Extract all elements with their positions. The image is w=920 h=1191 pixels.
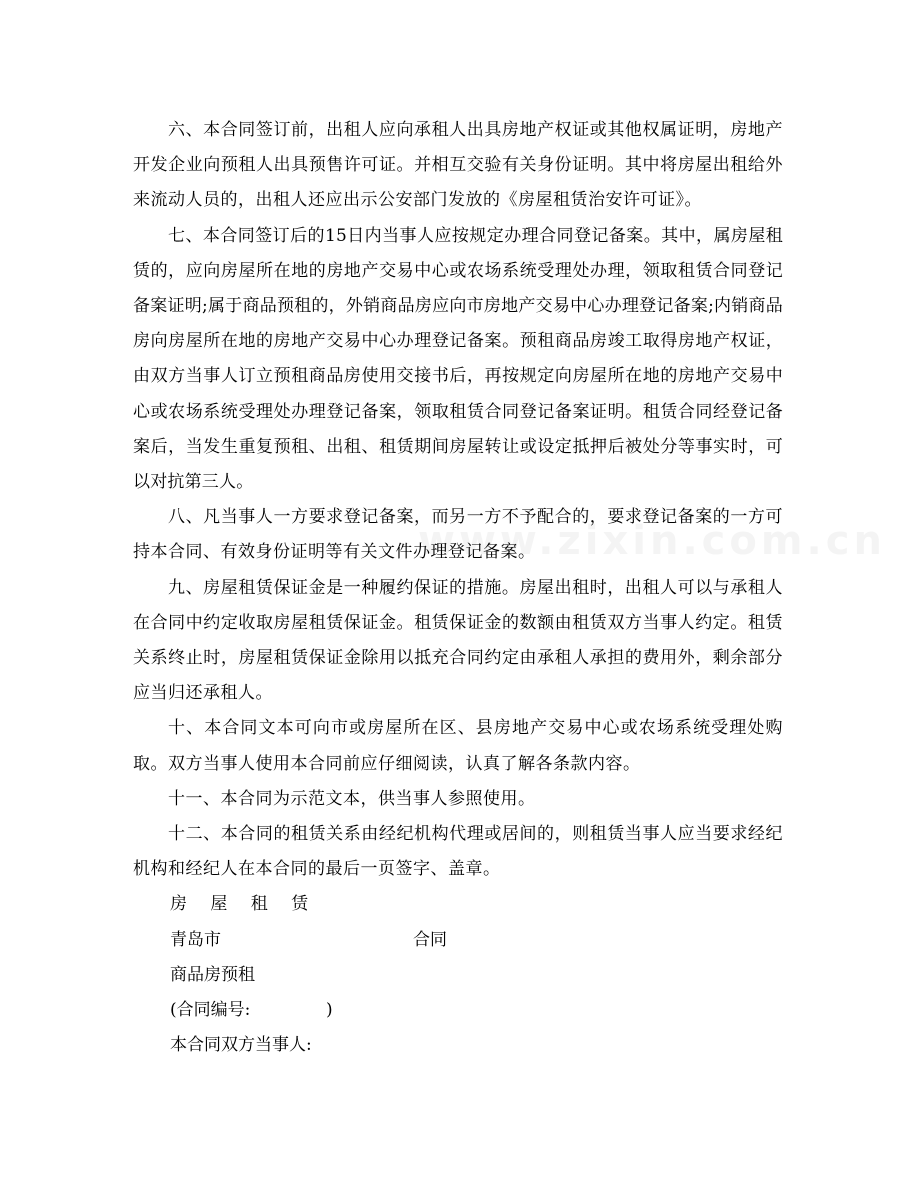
title-contract: 合同	[413, 929, 447, 950]
clause-10: 十、本合同文本可向市或房屋所在区、县房地产交易中心或农场系统受理处购取。双方当事人使用本合同前应仔细阅读，认真了解各条款内容。	[133, 718, 783, 774]
clause-12: 十二、本合同的租赁关系由经纪机构代理或居间的，则租赁当事人应当要求经纪机构和经纪人在本合同的最后一页签字、盖章。	[133, 824, 783, 880]
title-presale: 商品房预租	[170, 964, 255, 985]
clause-9: 九、房屋租赁保证金是一种履约保证的措施。房屋出租时，出租人可以与承租人在合同中约定收取房屋租赁保证金。租赁保证金的数额由租赁双方当事人约定。租赁关系终止时，房屋租赁保证金除用以抵充合同约定由承租人承担的费用外，剩余部分应当归还承租人。	[133, 577, 783, 704]
title-city: 青岛市	[170, 929, 221, 950]
clause-11: 十一、本合同为示范文本，供当事人参照使用。	[168, 788, 536, 809]
document-body	[133, 113, 783, 1063]
clause-6: 六、本合同签订前，出租人应向承租人出具房地产权证或其他权属证明，房地产开发企业向预租人出具预售许可证。并相互交验有关身份证明。其中将房屋出租给外来流动人员的，出租人还应出示公安部门发放的《房屋租赁治安许可证》。	[133, 120, 783, 211]
title-city-line	[133, 923, 783, 958]
title-house-lease: 房 屋 租 赁	[170, 894, 318, 915]
clause-7: 七、本合同签订后的15日内当事人应按规定办理合同登记备案。其中，属房屋租赁的，应向房屋所在地的房地产交易中心或农场系统受理处办理，领取租赁合同登记备案证明;属于商品预租的，外销商品房应向市房地产交易中心办理登记备案;内销商品房向房屋所在地的房地产交易中心办理登记备案。预租商品房竣工取得房地产权证，由双方当事人订立预租商品房使用交接书后，再按规定向房屋所在地的房地产交易中心或农场系统受理处办理登记备案，领取租赁合同登记备案证明。租赁合同经登记备案后，当发生重复预租、出租、租赁期间房屋转让或设定抵押后被处分等事实时，可以对抗第三人。	[133, 225, 783, 493]
watermark: www.zixin.com.cn	[418, 518, 886, 564]
contract-parties: 本合同双方当事人:	[170, 1035, 312, 1056]
clause-8: 八、凡当事人一方要求登记备案，而另一方不予配合的，要求登记备案的一方可持本合同、有效身份证明等有关文件办理登记备案。	[133, 507, 783, 563]
contract-number: (合同编号: )	[170, 1000, 333, 1021]
